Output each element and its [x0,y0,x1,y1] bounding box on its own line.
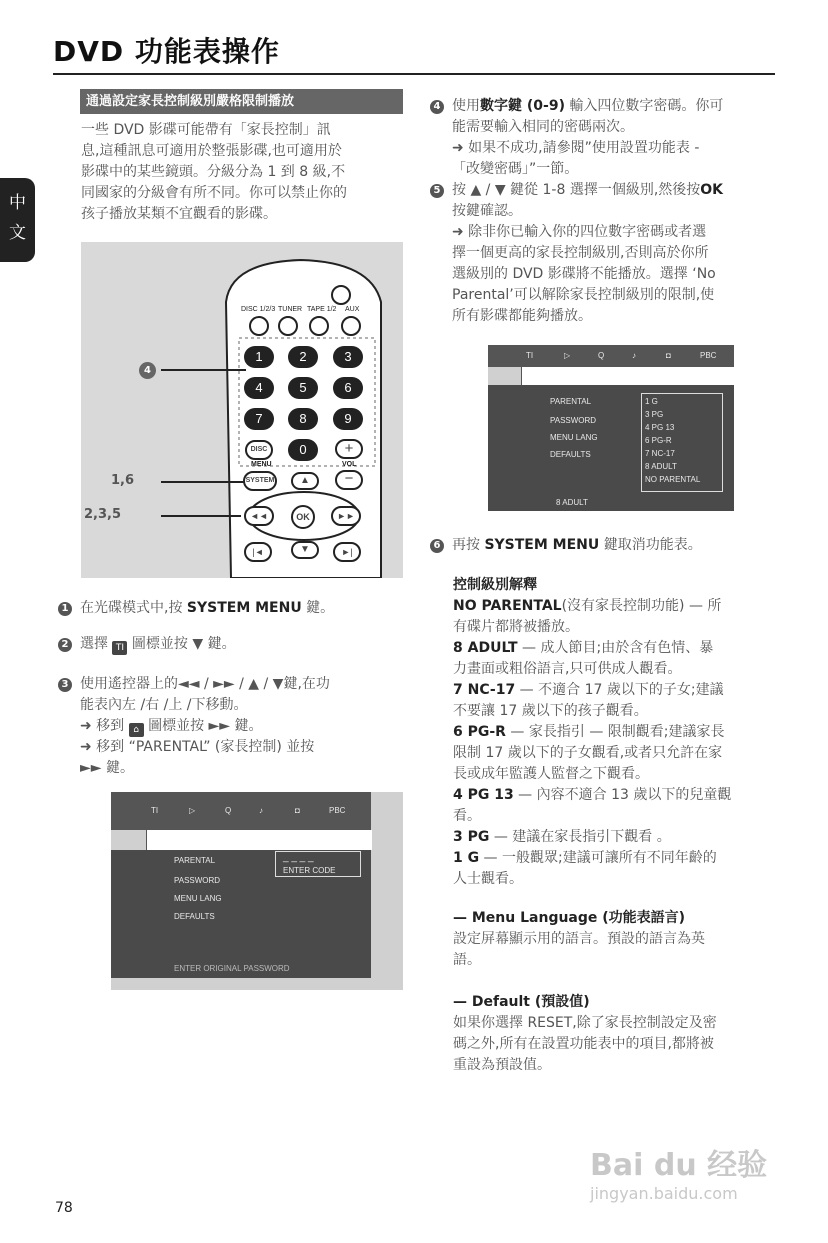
step-3: 3 使用遙控器上的◄◄ / ►► / ▲ / ▼鍵,在功 能表內左 /右 /上 /下移動。 ➜ 移到 ⌂ 圖標並按 ►► 鍵。 ➜ 移到 “PARENTAL” (家長控制) 並按 ►► 鍵。 [58,674,403,779]
menu-label: MENU [251,461,272,468]
menu-item-parental: PARENTAL [550,397,592,406]
digit-key-6[interactable]: 6 [333,377,363,399]
rewind-button[interactable]: ◄◄ [244,506,274,526]
page-number: 78 [55,1200,73,1216]
step-2: 2 選擇 TI 圖標並按 ▼ 鍵。 [58,634,398,655]
level-1g: 1 G [645,397,658,406]
menu-item-parental: PARENTAL [174,856,216,865]
ok-button[interactable]: OK [291,505,315,529]
page-title: DVD 功能表操作 [53,35,280,68]
tab-zoom-icon: Q [225,806,232,815]
menu-blank-row [521,367,735,385]
digit-key-0[interactable]: 0 [288,439,318,461]
explanation-heading: 控制級別解釋 [453,577,537,593]
tab-zoom-icon: Q [598,351,605,360]
step-4: 4 使用數字鍵 (0-9) 輸入四位數字密碼。你可 能需要輸入相同的密碼兩次。 ➜ 如果不成功,請參閱”使用設置功能表 - 「改變密碼」”一節。 [430,96,775,180]
tab-tools-icon: TI [151,806,159,815]
menu-item-password: PASSWORD [550,416,597,425]
step-number: 3 [58,678,72,692]
digit-key-8[interactable]: 8 [288,408,318,430]
default-heading: — Default (預設值) [453,994,590,1010]
intro-line: 同國家的分級會有所不同。你可以禁止你的 [81,185,347,201]
intro-line: 息,這種訊息可適用於整張影碟,也可適用於 [81,143,342,159]
menu-tabbar [488,345,734,367]
watermark-url: jingyan.baidu.com [590,1184,738,1203]
tab-pbc: PBC [329,806,346,815]
setup-tools-icon: TI [112,641,127,655]
menu-language-section: — Menu Language (功能表語言) 設定屏幕顯示用的語言。預設的語言為英 語。 [453,908,778,971]
section-heading: 通過設定家長控制級別嚴格限制播放 [80,89,403,114]
digit-key-9[interactable]: 9 [333,408,363,430]
code-dashes: _ _ _ _ [283,852,314,863]
menu-item-menu-lang: MENU LANG [174,894,222,903]
vol-up-button[interactable]: + [335,439,363,459]
system-menu-button[interactable]: SYSTEM [243,471,277,491]
down-arrow-button[interactable]: ▼ [291,541,319,559]
next-button[interactable]: ►| [333,542,361,562]
previous-button[interactable]: |◄ [244,542,272,562]
level-7nc17: 7 NC-17 [645,449,675,458]
step-number: 6 [430,539,444,553]
menu-blank-row [146,830,372,850]
rating-3-pg: 3 PG — 建議在家長指引下觀看 。 [453,829,671,845]
intro-line: 一些 DVD 影碟可能帶有「家長控制」訊 [81,122,331,138]
rating-explanation: 控制級別解釋 NO PARENTAL(沒有家長控制功能) — 所 有碟片都將被播放。 8 ADULT — 成人節目;由於含有色情、暴 力畫面或粗俗語言,只可供成人觀看。 7 NC-17 — 不適合 17 歲以下的子女;建議 不要讓 17 歲以下的孩子觀看。 6 PG-R — 家長指引 — 限制觀看;建議家長 限制 17 歲以下的子女觀看,或者只允許在家 長或成年監護人監督之下觀看。 4 PG 13 — 內容不適合 13 歲以下的兒童觀 看。 3 PG — 建議在家長指引下觀看 。 1 G — 一般觀眾;建議可讓所有不同年齡的 人士觀看。 [453,575,778,890]
remote-illustration [81,242,403,578]
aux-label: AUX [345,306,360,313]
step-5: 5 按 ▲ / ▼ 鍵從 1-8 選擇一個級別,然後按OK 按鍵確認。 ➜ 除非你已輸入你的四位數字密碼或者選 擇一個更高的家長控制級別,否則高於你所 選級別的 DVD 影碟將不能播放。選擇 ‘No Parental’可以解除家長控制級別的限制,使 所有影碟都能夠播放。 [430,180,778,327]
digit-key-3[interactable]: 3 [333,346,363,368]
tab-play-icon: ▷ [189,806,196,815]
disc-menu-button[interactable]: DISC [245,440,273,460]
digit-key-7[interactable]: 7 [244,408,274,430]
step-number: 1 [58,602,72,616]
lock-icon: ⌂ [129,723,144,737]
menu-status: 8 ADULT [556,498,588,507]
tape-label: TAPE 1/2 [307,306,337,313]
intro-paragraph [81,120,411,225]
menu-item-defaults: DEFAULTS [174,912,215,921]
rating-1-g: 1 G — 一般觀眾;建議可讓所有不同年齡的 [453,850,717,866]
tab-audio-icon: ♪ [259,806,263,815]
language-side-tab: 中 文 [0,178,35,262]
step-number: 2 [58,638,72,652]
digit-key-5[interactable]: 5 [288,377,318,399]
watermark-logo: Bai du 经验 [590,1148,768,1183]
level-8adult: 8 ADULT [645,462,677,471]
rating-6-pgr: 6 PG-R — 家長指引 — 限制觀看;建議家長 [453,724,725,740]
tab-audio-icon: ♪ [632,351,636,360]
tuner-label: TUNER [278,306,303,313]
rating-7-nc17: 7 NC-17 — 不適合 17 歲以下的子女;建議 [453,682,724,698]
menu-item-password: PASSWORD [174,876,221,885]
intro-line: 影碟中的某些鏡頭。分級分為 1 到 8 級,不 [81,164,346,180]
menu-screenshot-2 [488,345,734,511]
digit-key-1[interactable]: 1 [244,346,274,368]
vol-down-button[interactable]: − [335,470,363,490]
rating-4-pg13: 4 PG 13 — 內容不適合 13 歲以下的兒童觀 [453,787,732,803]
tab-display-icon: ◘ [295,806,300,815]
tab-tools-icon: TI [526,351,534,360]
tab-display-icon: ◘ [666,351,671,360]
level-4pg13: 4 PG 13 [645,423,675,432]
level-3pg: 3 PG [645,410,664,419]
disc-label: DISC 1/2/3 [241,306,276,313]
intro-line: 孩子播放某類不宜觀看的影碟。 [81,206,277,222]
rating-no-parental: NO PARENTAL(沒有家長控制功能) — 所 [453,598,722,614]
fast-forward-button[interactable]: ►► [331,506,361,526]
menu-screenshot-1 [111,792,403,990]
tab-pbc: PBC [700,351,717,360]
rating-8-adult: 8 ADULT — 成人節目;由於含有色情、暴 [453,640,714,656]
default-section: — Default (預設值) 如果你選擇 RESET,除了家長控制設定及密 碼之外,所有在設置功能表中的項目,都將被 重設為預設值。 [453,992,778,1076]
callout-4: 4 [139,362,156,379]
menu-item-menu-lang: MENU LANG [550,433,598,442]
tab-play-icon: ▷ [564,351,571,360]
level-no-parental: NO PARENTAL [645,475,701,484]
digit-key-4[interactable]: 4 [244,377,274,399]
digit-key-2[interactable]: 2 [288,346,318,368]
menu-status: ENTER ORIGINAL PASSWORD [174,964,290,973]
menu-language-heading: — Menu Language (功能表語言) [453,910,686,926]
step-number: 4 [430,100,444,114]
enter-code-label: ENTER CODE [283,866,336,875]
menu-item-defaults: DEFAULTS [550,450,591,459]
up-arrow-button[interactable]: ▲ [291,472,319,490]
callout-1-6: 1,6 [111,473,135,488]
step-1: 1 在光碟模式中,按 SYSTEM MENU 鍵。 [58,598,398,619]
step-number: 5 [430,184,444,198]
step-6: 6 再按 SYSTEM MENU 鍵取消功能表。 [430,535,775,556]
level-6pgr: 6 PG-R [645,436,672,445]
title-rule [53,73,775,75]
vol-label: VOL [342,461,357,468]
callout-2-3-5: 2,3,5 [84,507,122,522]
